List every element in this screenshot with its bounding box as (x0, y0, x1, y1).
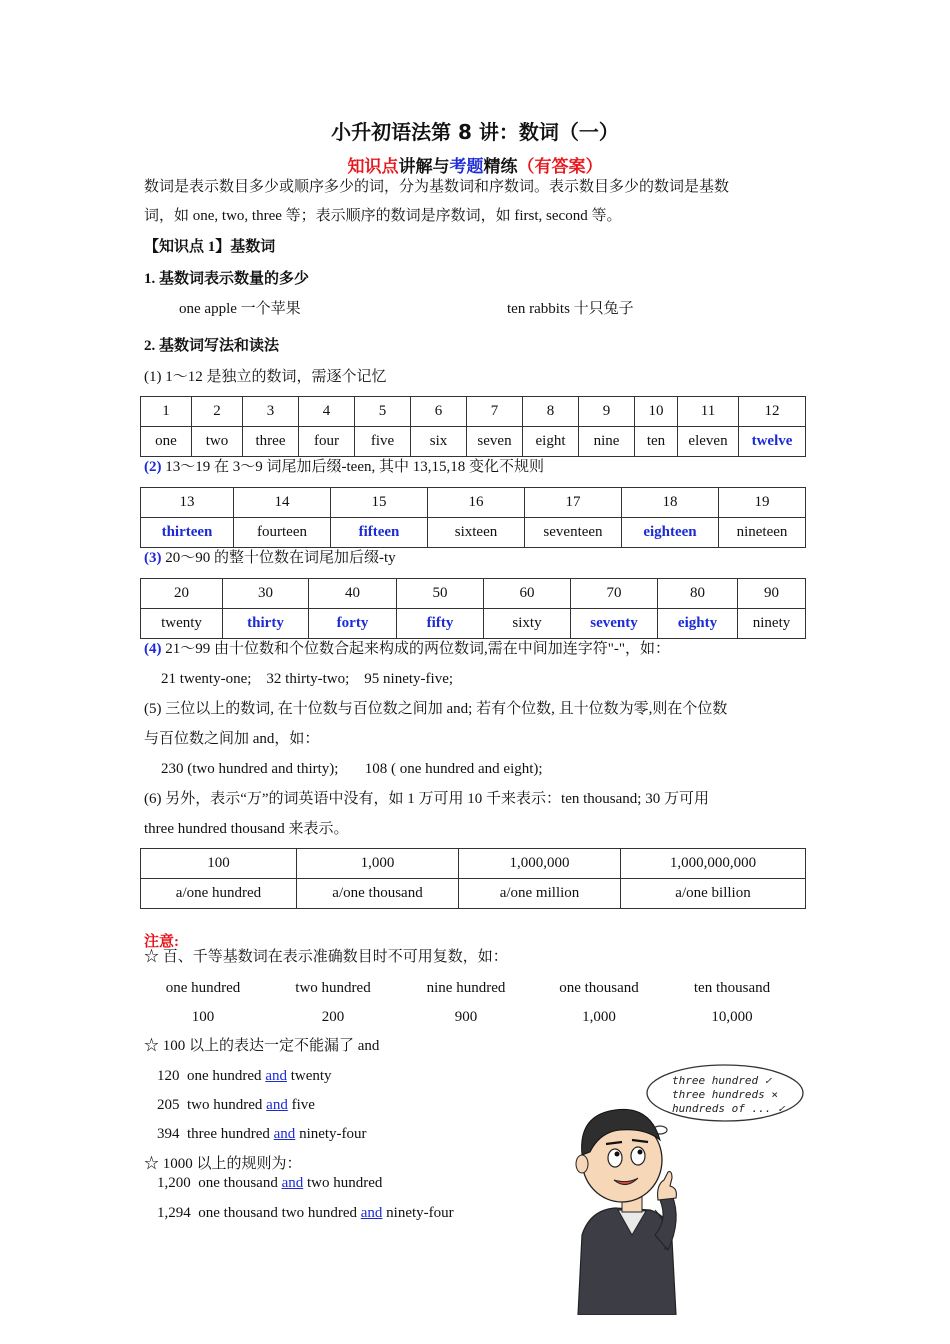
table-cell: 30 (223, 579, 309, 609)
intro-line-1: 数词是表示数目多少或顺序多少的词，分为基数词和序数词。表示数目多少的数词是基数 (144, 179, 730, 195)
example-word: two hundred (295, 980, 371, 996)
example-number: 1,000 (582, 1009, 616, 1025)
bubble-line: hundreds of ... ✓ (672, 1102, 785, 1115)
table-cell: 6 (411, 397, 467, 427)
table-cell: 60 (484, 579, 571, 609)
rule-6-line-2: three hundred thousand 来表示。 (144, 821, 349, 837)
note-heading: 注意: (144, 934, 179, 950)
table-cell: 3 (243, 397, 299, 427)
example-text: 120 one hundred (157, 1068, 266, 1084)
table-cell: a/one thousand (297, 879, 459, 909)
and-highlight: and (265, 1068, 287, 1084)
note-rule-3: ☆ 1000 以上的规则为： (144, 1156, 302, 1172)
table-cell: 11 (678, 397, 739, 427)
table-cell: ten (635, 427, 678, 457)
table-cell: 1,000,000,000 (621, 849, 806, 879)
table-13-19 (140, 487, 806, 548)
example-text: ninety-four (382, 1205, 454, 1221)
rule-number: (4) (144, 641, 162, 657)
and-highlight: and (360, 1205, 383, 1221)
table-cell: 80 (658, 579, 738, 609)
table-cell: twenty (141, 609, 223, 639)
table-cell: two (192, 427, 243, 457)
table-cell: four (299, 427, 355, 457)
table-cell-irregular: fifteen (331, 518, 428, 548)
table-row (141, 879, 806, 909)
table-cell: a/one million (459, 879, 621, 909)
section-2-heading: 2. 基数词写法和读法 (144, 338, 280, 354)
example-word: ten thousand (693, 980, 771, 996)
subtitle-part: 讲解与 (398, 157, 450, 177)
subtitle-part: 精练 (483, 157, 518, 177)
table-cell: sixty (484, 609, 571, 639)
example-left: one apple 一个苹果 (179, 301, 301, 317)
table-cell: 1 (141, 397, 192, 427)
table-cell: seventeen (525, 518, 622, 548)
table-cell: nine (579, 427, 635, 457)
table-1-12 (140, 396, 806, 457)
example-text: 205 two hundred (157, 1097, 267, 1113)
table-tens (140, 578, 806, 639)
table-cell: 17 (525, 488, 622, 518)
table-cell: 15 (331, 488, 428, 518)
table-cell: one (141, 427, 192, 457)
table-cell: 70 (571, 579, 658, 609)
example-text: two hundred (303, 1175, 383, 1191)
teacher-illustration (560, 1060, 820, 1315)
table-cell: 20 (141, 579, 223, 609)
table-cell: 16 (428, 488, 525, 518)
table-cell: 7 (467, 397, 523, 427)
note-rule-1: ☆ 百、千等基数词在表示准确数目时不可用复数，如： (144, 949, 508, 965)
rule-5-example: 230 (two hundred and thirty); 108 ( one hundred and eight); (161, 761, 543, 777)
table-cell: 8 (523, 397, 579, 427)
table-cell: 40 (309, 579, 397, 609)
rule-4 (144, 634, 670, 664)
table-cell: 90 (738, 579, 806, 609)
table-cell: eight (523, 427, 579, 457)
table-cell: 19 (719, 488, 806, 518)
table-cell-irregular: forty (309, 609, 397, 639)
table-cell: 13 (141, 488, 234, 518)
table-cell: a/one billion (621, 879, 806, 909)
example-word: one hundred (165, 980, 241, 996)
table-cell-irregular: seventy (571, 609, 658, 639)
table-cell: a/one hundred (141, 879, 297, 909)
subtitle-part: 考题 (449, 157, 484, 177)
note-rule-2: ☆ 100 以上的表达一定不能漏了 and (144, 1038, 380, 1054)
example-number: 100 (191, 1009, 215, 1025)
rule-5-line-2: 与百位数之间加 and，如： (144, 731, 320, 747)
and-highlight: and (266, 1097, 288, 1113)
table-cell: 1,000,000 (459, 849, 621, 879)
table-cell: eleven (678, 427, 739, 457)
table-cell: 12 (739, 397, 806, 427)
rule-4-example: 21 twenty-one; 32 thirty-two; 95 ninety-five; (161, 671, 454, 687)
table-cell-irregular: fifty (397, 609, 484, 639)
rule-2 (144, 452, 544, 482)
page-title: 小升初语法第 8 讲：数词（一） (331, 120, 619, 144)
rule-5-line-1: (5) 三位以上的数词, 在十位数与百位数之间加 and; 若有个位数, 且十位数为零,则在个位数 (144, 701, 728, 717)
rule-text: 21～99 由十位数和个位数合起来构成的两位数词,需在中间加连字符"-"，如： (161, 641, 670, 657)
example-text: twenty (286, 1068, 332, 1084)
example-text: five (287, 1097, 315, 1113)
example-word: nine hundred (426, 980, 506, 996)
table-cell: six (411, 427, 467, 457)
table-cell-irregular: eighteen (622, 518, 719, 548)
table-cell: five (355, 427, 411, 457)
bubble-line: three hundred ✓ (672, 1074, 772, 1087)
table-cell: 5 (355, 397, 411, 427)
table-cell: 14 (234, 488, 331, 518)
example-text: 394 three hundred (157, 1126, 274, 1142)
table-cell-irregular: eighty (658, 609, 738, 639)
example-text: 1,294 one thousand two hundred (157, 1205, 361, 1221)
example-text: 1,200 one thousand (157, 1175, 282, 1191)
table-row (141, 849, 806, 879)
rule-text: 20～90 的整十位数在词尾加后缀-ty (161, 550, 396, 566)
table-cell: nineteen (719, 518, 806, 548)
table-cell: three (243, 427, 299, 457)
rule-number: (2) (144, 459, 162, 475)
table-row (141, 579, 806, 609)
table-cell: 9 (579, 397, 635, 427)
example-number: 10,000 (711, 1009, 753, 1025)
rule-number: (3) (144, 550, 162, 566)
and-example (157, 1199, 454, 1228)
kp1-heading: 【知识点 1】基数词 (144, 239, 276, 255)
rule-text: 13～19 在 3～9 词尾加后缀-teen, 其中 13,15,18 变化不规则 (161, 459, 544, 475)
example-number: 200 (321, 1009, 345, 1025)
table-cell: 2 (192, 397, 243, 427)
rule-3 (144, 543, 396, 573)
table-cell-irregular: thirteen (141, 518, 234, 548)
and-example (157, 1120, 367, 1149)
subtitle-part: 知识点 (347, 157, 399, 177)
table-cell-irregular: twelve (739, 427, 806, 457)
and-highlight: and (273, 1126, 296, 1142)
example-right: ten rabbits 十只兔子 (507, 301, 634, 317)
rule-6-line-1: (6) 另外，表示“万”的词英语中没有，如 1 万可用 10 千来表示：ten thousand; 30 万可用 (144, 791, 709, 807)
table-cell: 10 (635, 397, 678, 427)
rule-1: (1) 1～12 是独立的数词，需逐个记忆 (144, 369, 387, 385)
and-example (157, 1169, 382, 1198)
and-example (157, 1062, 332, 1091)
table-cell: 4 (299, 397, 355, 427)
table-cell: 100 (141, 849, 297, 879)
example-word: one thousand (559, 980, 639, 996)
intro-line-2: 词，如 one, two, three 等；表示顺序的数词是序数词，如 first, second 等。 (144, 208, 622, 224)
table-cell: 1,000 (297, 849, 459, 879)
table-cell: 18 (622, 488, 719, 518)
table-row (141, 488, 806, 518)
subtitle-part: （有答案） (517, 157, 603, 177)
table-cell: fourteen (234, 518, 331, 548)
example-number: 900 (454, 1009, 478, 1025)
bubble-line: three hundreds × (672, 1088, 778, 1101)
table-cell: 50 (397, 579, 484, 609)
table-cell-irregular: thirty (223, 609, 309, 639)
table-cell: sixteen (428, 518, 525, 548)
table-cell: ninety (738, 609, 806, 639)
and-highlight: and (281, 1175, 304, 1191)
plural-examples-words (0, 980, 950, 1000)
plural-examples-numbers (0, 1009, 950, 1029)
table-cell: seven (467, 427, 523, 457)
table-row (141, 397, 806, 427)
table-large-numbers (140, 848, 806, 909)
and-example (157, 1091, 315, 1120)
section-1-heading: 1. 基数词表示数量的多少 (144, 271, 310, 287)
example-text: ninety-four (295, 1126, 367, 1142)
